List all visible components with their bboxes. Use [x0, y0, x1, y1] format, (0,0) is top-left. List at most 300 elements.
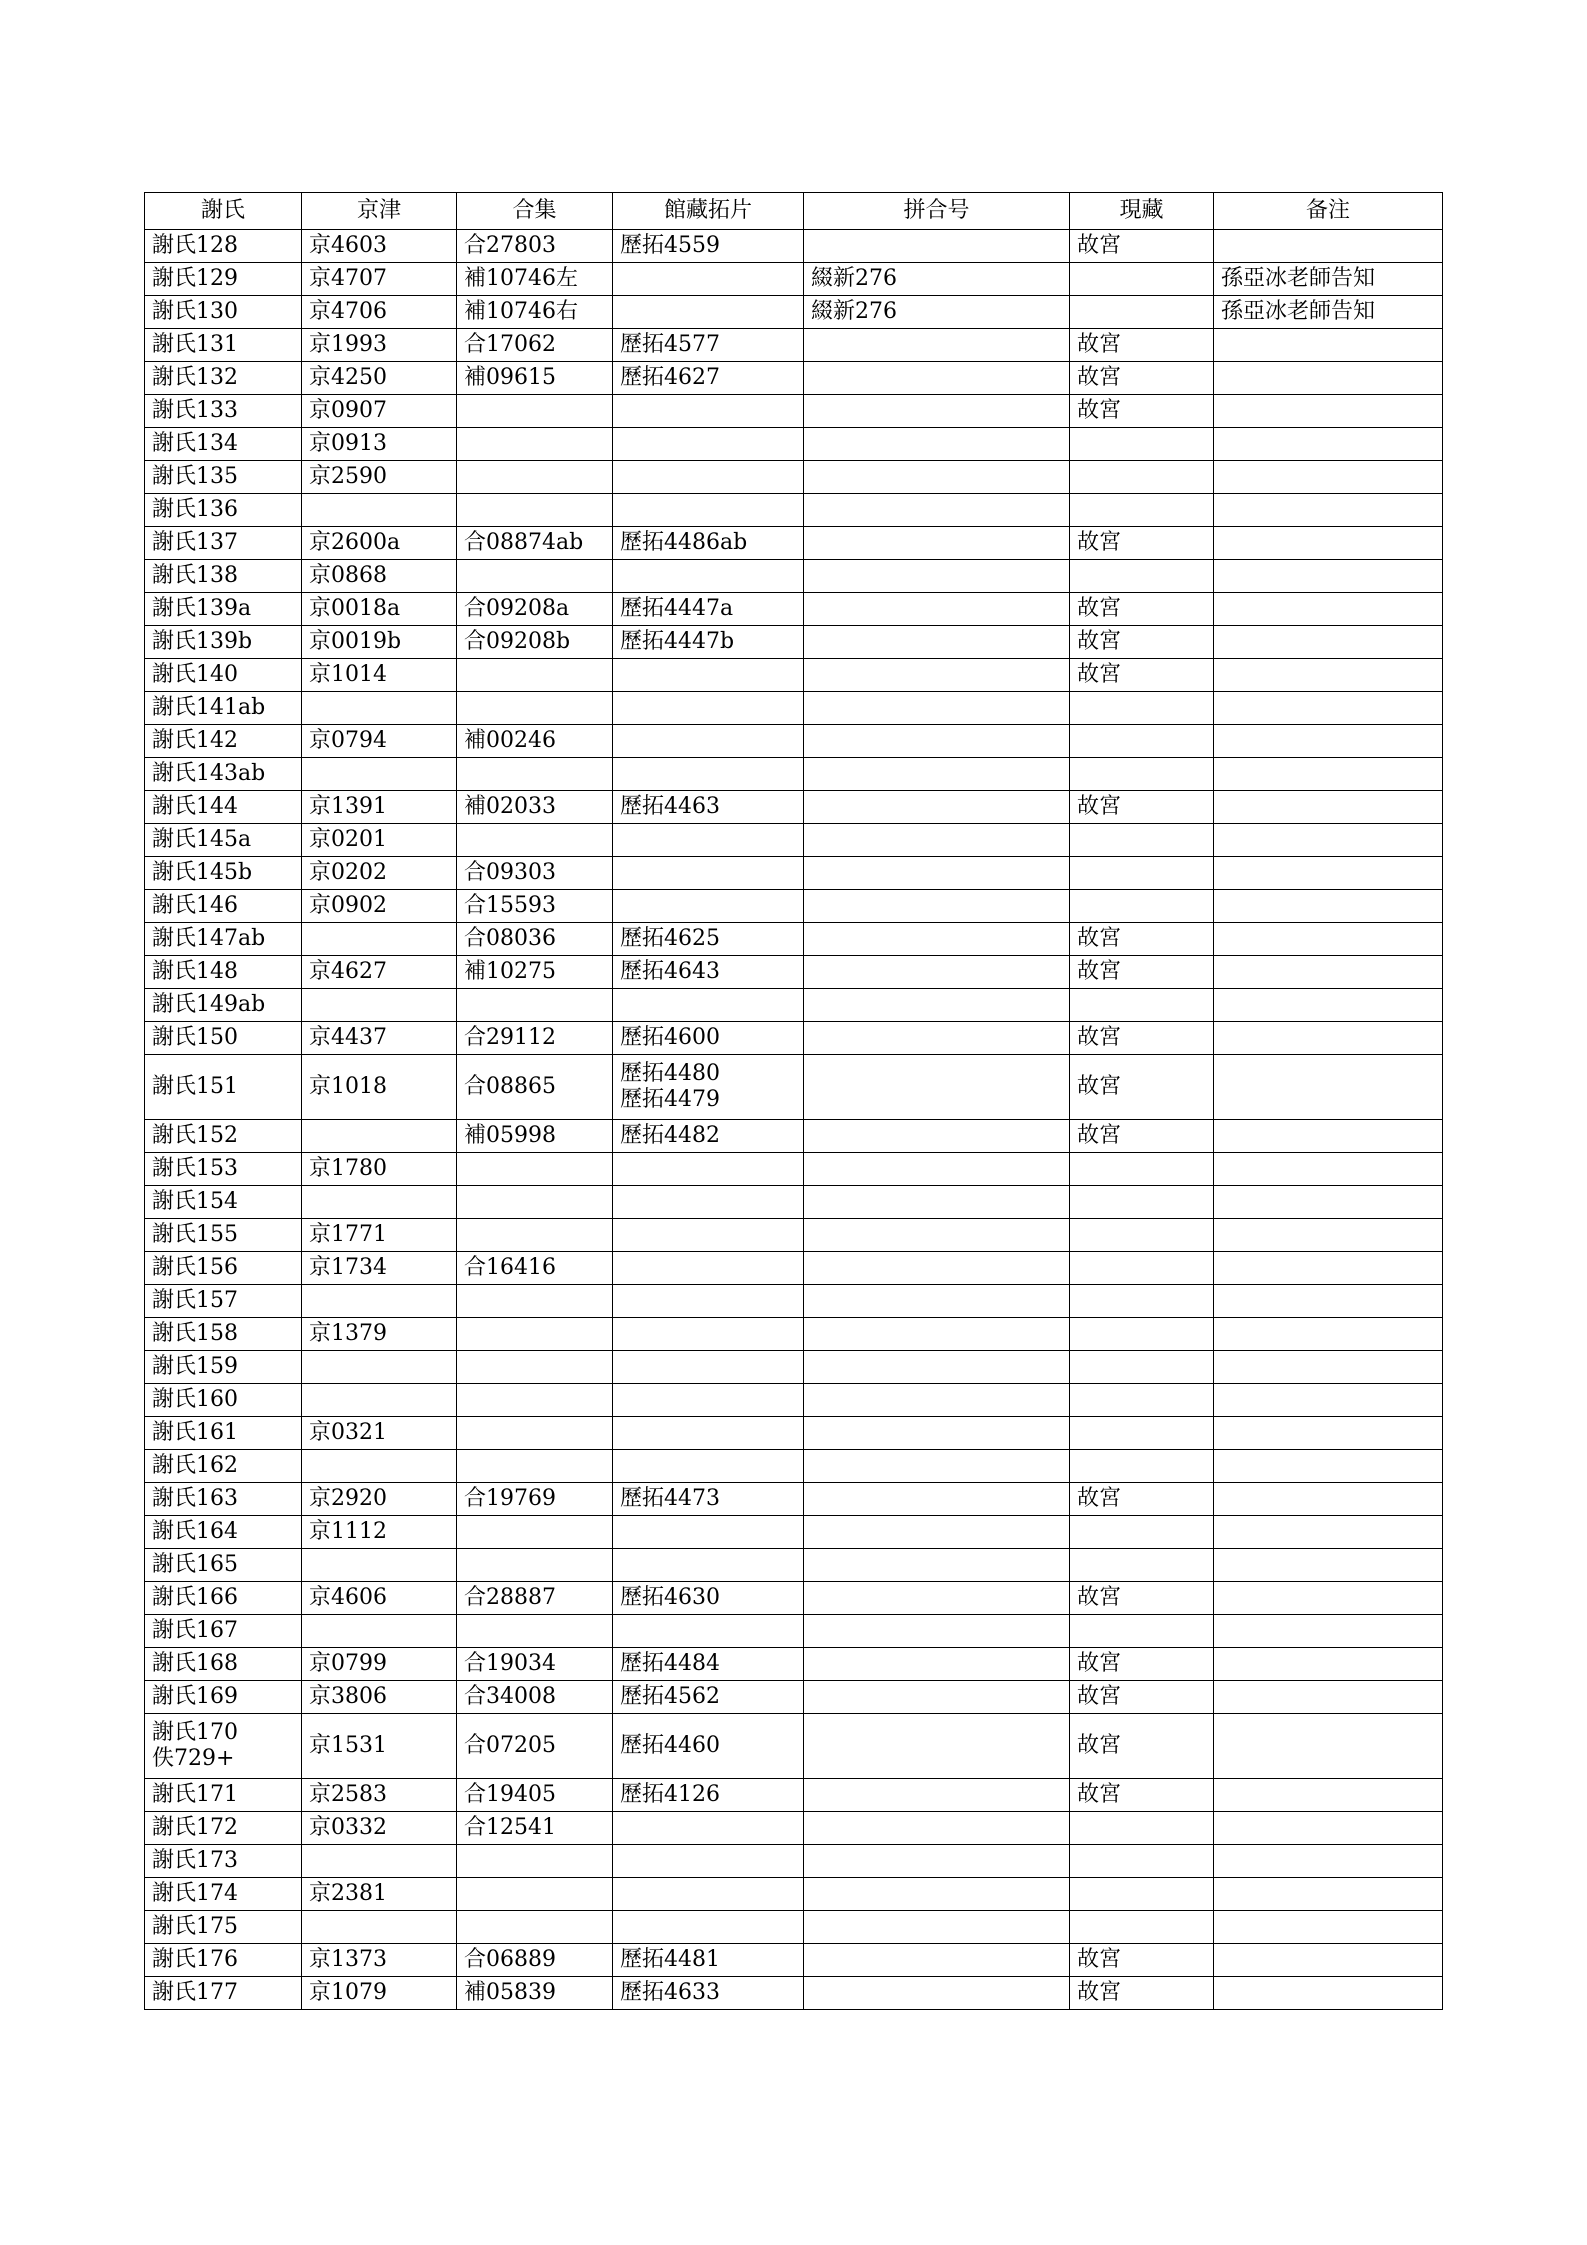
xieshi-cell	[145, 428, 302, 461]
jingjin-cell	[302, 1779, 457, 1812]
table-row	[145, 824, 1443, 857]
xieshi-cell	[145, 1219, 302, 1252]
cell-text: 謝氏138	[152, 563, 238, 588]
note-cell	[1214, 758, 1443, 791]
note-cell	[1214, 1384, 1443, 1417]
jingjin-cell	[302, 1417, 457, 1450]
note-cell	[1214, 1219, 1443, 1252]
xieshi-cell	[145, 1878, 302, 1911]
heji-cell	[457, 1153, 613, 1186]
heji-cell	[457, 1055, 613, 1120]
heji-cell	[457, 362, 613, 395]
location-cell	[1070, 791, 1214, 824]
note-cell	[1214, 1055, 1443, 1120]
cell-text: 故宮	[1077, 398, 1122, 423]
cell-text: 歷拓4625	[620, 926, 720, 951]
note-cell	[1214, 1549, 1443, 1582]
cell-text: 謝氏151	[152, 1074, 238, 1099]
heji-cell	[457, 593, 613, 626]
cell-text: 京1018	[309, 1074, 387, 1099]
cell-text: 歷拓4559	[620, 233, 720, 258]
cell-text: 京0799	[309, 1651, 387, 1676]
cell-text: 故宮	[1077, 596, 1122, 621]
xieshi-cell	[145, 989, 302, 1022]
rubbing-cell	[613, 1911, 804, 1944]
note-cell	[1214, 1648, 1443, 1681]
note-cell	[1214, 890, 1443, 923]
cell-text: 合08865	[464, 1074, 556, 1099]
header-notes: 备注	[1214, 193, 1443, 230]
cell-text: 京0868	[309, 563, 387, 588]
jingjin-cell	[302, 362, 457, 395]
table-row	[145, 1384, 1443, 1417]
table-row	[145, 1318, 1443, 1351]
cell-text: 謝氏142	[152, 728, 238, 753]
jingjin-cell	[302, 395, 457, 428]
xieshi-cell	[145, 1285, 302, 1318]
note-cell	[1214, 791, 1443, 824]
cell-text: 故宮	[1077, 1782, 1122, 1807]
table-row	[145, 1417, 1443, 1450]
jingjin-cell	[302, 1516, 457, 1549]
jingjin-cell	[302, 1648, 457, 1681]
table-row	[145, 1779, 1443, 1812]
xieshi-cell	[145, 1252, 302, 1285]
heji-cell	[457, 824, 613, 857]
xieshi-cell	[145, 791, 302, 824]
rubbing-cell	[613, 1944, 804, 1977]
xieshi-cell	[145, 296, 302, 329]
rubbing-cell	[613, 1977, 804, 2010]
heji-cell	[457, 329, 613, 362]
cell-text: 謝氏163	[152, 1486, 238, 1511]
note-cell	[1214, 956, 1443, 989]
cell-text: 故宮	[1077, 629, 1122, 654]
location-cell	[1070, 1779, 1214, 1812]
rubbing-cell	[613, 494, 804, 527]
cell-text: 謝氏166	[152, 1585, 238, 1610]
rubbing-cell	[613, 1351, 804, 1384]
table-row	[145, 1615, 1443, 1648]
jingjin-cell	[302, 758, 457, 791]
jingjin-cell	[302, 1285, 457, 1318]
note-cell	[1214, 395, 1443, 428]
jingjin-cell	[302, 428, 457, 461]
table-row	[145, 1845, 1443, 1878]
table-row	[145, 659, 1443, 692]
rubbing-cell	[613, 1582, 804, 1615]
location-cell	[1070, 1186, 1214, 1219]
table-row	[145, 1022, 1443, 1055]
join-cell	[804, 1450, 1070, 1483]
cell-text: 京4706	[309, 299, 387, 324]
location-cell	[1070, 329, 1214, 362]
join-cell	[804, 593, 1070, 626]
note-cell	[1214, 1186, 1443, 1219]
cell-text: 合15593	[464, 893, 556, 918]
note-cell	[1214, 263, 1443, 296]
jingjin-cell	[302, 1219, 457, 1252]
table-row	[145, 329, 1443, 362]
table-row	[145, 1878, 1443, 1911]
join-cell	[804, 1977, 1070, 2010]
rubbing-cell	[613, 1845, 804, 1878]
xieshi-cell	[145, 1450, 302, 1483]
cell-text: 謝氏172	[152, 1815, 238, 1840]
rubbing-cell	[613, 1022, 804, 1055]
cell-text: 故宮	[1077, 959, 1122, 984]
cell-text: 京4250	[309, 365, 387, 390]
jingjin-cell	[302, 791, 457, 824]
heji-cell	[457, 263, 613, 296]
cell-text: 故宮	[1077, 233, 1122, 258]
table-row	[145, 362, 1443, 395]
rubbing-cell	[613, 824, 804, 857]
xieshi-cell	[145, 1812, 302, 1845]
table-row	[145, 1681, 1443, 1714]
cell-text: 謝氏173	[152, 1848, 238, 1873]
heji-cell	[457, 1549, 613, 1582]
cell-text: 補00246	[464, 728, 556, 753]
table-row	[145, 890, 1443, 923]
cell-text: 歷拓4480	[620, 1061, 720, 1086]
table-row	[145, 1977, 1443, 2010]
xieshi-cell	[145, 1845, 302, 1878]
cell-text: 謝氏155	[152, 1222, 238, 1247]
join-cell	[804, 527, 1070, 560]
note-cell	[1214, 362, 1443, 395]
location-cell	[1070, 428, 1214, 461]
jingjin-cell	[302, 857, 457, 890]
jingjin-cell	[302, 1977, 457, 2010]
cell-text: 謝氏169	[152, 1684, 238, 1709]
join-cell	[804, 263, 1070, 296]
table-row	[145, 1450, 1443, 1483]
cell-text: 合34008	[464, 1684, 556, 1709]
rubbing-cell	[613, 1483, 804, 1516]
join-cell	[804, 791, 1070, 824]
join-cell	[804, 1911, 1070, 1944]
cell-text: 京1734	[309, 1255, 387, 1280]
jingjin-cell	[302, 725, 457, 758]
cell-text: 故宮	[1077, 1947, 1122, 1972]
rubbing-cell	[613, 1615, 804, 1648]
xieshi-cell	[145, 857, 302, 890]
cell-text: 歷拓4482	[620, 1123, 720, 1148]
join-cell	[804, 1153, 1070, 1186]
cell-text: 謝氏162	[152, 1453, 238, 1478]
header-rubbings: 館藏拓片	[613, 193, 804, 230]
cell-text: 合09208b	[464, 629, 571, 654]
cell-text: 補09615	[464, 365, 556, 390]
cell-text: 歷拓4126	[620, 1782, 720, 1807]
join-cell	[804, 1186, 1070, 1219]
header-heji: 合集	[457, 193, 613, 230]
cell-text: 謝氏176	[152, 1947, 238, 1972]
table-row	[145, 758, 1443, 791]
table-body	[145, 230, 1443, 2010]
join-cell	[804, 1022, 1070, 1055]
join-cell	[804, 1944, 1070, 1977]
rubbing-cell	[613, 1681, 804, 1714]
jingjin-cell	[302, 296, 457, 329]
cell-text: 合19405	[464, 1782, 556, 1807]
heji-cell	[457, 791, 613, 824]
heji-cell	[457, 1318, 613, 1351]
join-cell	[804, 1384, 1070, 1417]
heji-cell	[457, 230, 613, 263]
xieshi-cell	[145, 1318, 302, 1351]
location-cell	[1070, 560, 1214, 593]
cell-text: 京4606	[309, 1585, 387, 1610]
join-cell	[804, 362, 1070, 395]
table-row	[145, 725, 1443, 758]
cell-text: 京1014	[309, 662, 387, 687]
heji-cell	[457, 428, 613, 461]
xieshi-cell	[145, 461, 302, 494]
rubbing-cell	[613, 1878, 804, 1911]
cell-text: 歷拓4463	[620, 794, 720, 819]
cell-text: 謝氏134	[152, 431, 238, 456]
note-cell	[1214, 1120, 1443, 1153]
note-cell	[1214, 593, 1443, 626]
jingjin-cell	[302, 692, 457, 725]
location-cell	[1070, 230, 1214, 263]
join-cell	[804, 560, 1070, 593]
table-row	[145, 857, 1443, 890]
xieshi-cell	[145, 593, 302, 626]
cell-text: 故宮	[1077, 1025, 1122, 1050]
note-cell	[1214, 1779, 1443, 1812]
jingjin-cell	[302, 1615, 457, 1648]
heji-cell	[457, 1615, 613, 1648]
note-cell	[1214, 494, 1443, 527]
cell-text: 歷拓4473	[620, 1486, 720, 1511]
cell-text: 謝氏175	[152, 1914, 238, 1939]
rubbing-cell	[613, 857, 804, 890]
cell-text: 京1373	[309, 1947, 387, 1972]
jingjin-cell	[302, 230, 457, 263]
join-cell	[804, 1318, 1070, 1351]
cell-text: 謝氏170	[152, 1720, 238, 1745]
xieshi-cell	[145, 725, 302, 758]
note-cell	[1214, 1977, 1443, 2010]
cell-text: 京0018a	[309, 596, 401, 621]
cell-text: 故宮	[1077, 794, 1122, 819]
table-row	[145, 1055, 1443, 1120]
cell-text: 歷拓4600	[620, 1025, 720, 1050]
rubbing-cell	[613, 923, 804, 956]
heji-cell	[457, 1022, 613, 1055]
cell-text: 補05839	[464, 1980, 556, 2005]
rubbing-cell	[613, 263, 804, 296]
join-cell	[804, 461, 1070, 494]
cell-text: 故宮	[1077, 1980, 1122, 2005]
join-cell	[804, 725, 1070, 758]
heji-cell	[457, 1285, 613, 1318]
cell-text: 歷拓4630	[620, 1585, 720, 1610]
rubbing-cell	[613, 362, 804, 395]
location-cell	[1070, 1911, 1214, 1944]
xieshi-cell	[145, 890, 302, 923]
xieshi-cell	[145, 1681, 302, 1714]
xieshi-cell	[145, 362, 302, 395]
heji-cell	[457, 1219, 613, 1252]
location-cell	[1070, 1153, 1214, 1186]
rubbing-cell	[613, 1812, 804, 1845]
cell-text: 故宮	[1077, 926, 1122, 951]
jingjin-cell	[302, 1055, 457, 1120]
cell-text: 故宮	[1077, 1123, 1122, 1148]
join-cell	[804, 1615, 1070, 1648]
table-row	[145, 923, 1443, 956]
join-cell	[804, 1845, 1070, 1878]
jingjin-cell	[302, 1549, 457, 1582]
cell-text: 謝氏146	[152, 893, 238, 918]
rubbing-cell	[613, 461, 804, 494]
xieshi-cell	[145, 1417, 302, 1450]
cell-text: 謝氏137	[152, 530, 238, 555]
rubbing-cell	[613, 296, 804, 329]
cell-text: 補10746左	[464, 266, 578, 291]
header-jingjin: 京津	[302, 193, 457, 230]
heji-cell	[457, 1417, 613, 1450]
heji-cell	[457, 956, 613, 989]
rubbing-cell	[613, 1318, 804, 1351]
rubbing-cell	[613, 1120, 804, 1153]
cell-text: 謝氏145a	[152, 827, 252, 852]
jingjin-cell	[302, 329, 457, 362]
location-cell	[1070, 725, 1214, 758]
heji-cell	[457, 1384, 613, 1417]
cell-text: 京2920	[309, 1486, 387, 1511]
cell-text: 京1112	[309, 1519, 387, 1544]
heji-cell	[457, 1977, 613, 2010]
table-row	[145, 1714, 1443, 1779]
table-row	[145, 956, 1443, 989]
heji-cell	[457, 989, 613, 1022]
cell-text: 合19034	[464, 1651, 556, 1676]
jingjin-cell	[302, 494, 457, 527]
rubbing-cell	[613, 395, 804, 428]
join-cell	[804, 1878, 1070, 1911]
heji-cell	[457, 857, 613, 890]
location-cell	[1070, 1252, 1214, 1285]
note-cell	[1214, 923, 1443, 956]
jingjin-cell	[302, 560, 457, 593]
location-cell	[1070, 659, 1214, 692]
location-cell	[1070, 1681, 1214, 1714]
location-cell	[1070, 1318, 1214, 1351]
join-cell	[804, 1779, 1070, 1812]
note-cell	[1214, 1615, 1443, 1648]
jingjin-cell	[302, 1153, 457, 1186]
rubbing-cell	[613, 1055, 804, 1120]
xieshi-cell	[145, 659, 302, 692]
cell-text: 孫亞冰老師告知	[1221, 266, 1376, 291]
note-cell	[1214, 1153, 1443, 1186]
location-cell	[1070, 1120, 1214, 1153]
location-cell	[1070, 1384, 1214, 1417]
location-cell	[1070, 1055, 1214, 1120]
join-cell	[804, 1252, 1070, 1285]
xieshi-cell	[145, 1483, 302, 1516]
note-cell	[1214, 824, 1443, 857]
join-cell	[804, 1285, 1070, 1318]
note-cell	[1214, 1318, 1443, 1351]
heji-cell	[457, 1120, 613, 1153]
cell-text: 歷拓4486ab	[620, 530, 748, 555]
cell-text: 京0902	[309, 893, 387, 918]
cell-text: 謝氏161	[152, 1420, 238, 1445]
join-cell	[804, 1582, 1070, 1615]
note-cell	[1214, 1812, 1443, 1845]
cell-text: 京1379	[309, 1321, 387, 1346]
cell-text: 故宮	[1077, 1684, 1122, 1709]
jingjin-cell	[302, 923, 457, 956]
cell-text: 謝氏164	[152, 1519, 238, 1544]
cell-text: 謝氏139b	[152, 629, 253, 654]
cell-text: 綴新276	[811, 266, 897, 291]
cell-text: 綴新276	[811, 299, 897, 324]
heji-cell	[457, 1582, 613, 1615]
jingjin-cell	[302, 1351, 457, 1384]
rubbing-cell	[613, 593, 804, 626]
join-cell	[804, 1812, 1070, 1845]
catalog-table	[144, 192, 1443, 2010]
cell-text: 謝氏131	[152, 332, 238, 357]
cell-text: 謝氏168	[152, 1651, 238, 1676]
heji-cell	[457, 1911, 613, 1944]
xieshi-cell	[145, 923, 302, 956]
cell-text: 歷拓4627	[620, 365, 720, 390]
table-row	[145, 1516, 1443, 1549]
cell-text: 歷拓4577	[620, 332, 720, 357]
table-row	[145, 1549, 1443, 1582]
cell-text: 謝氏158	[152, 1321, 238, 1346]
cell-text: 合17062	[464, 332, 556, 357]
rubbing-cell	[613, 527, 804, 560]
cell-text: 京4707	[309, 266, 387, 291]
location-cell	[1070, 1944, 1214, 1977]
cell-text: 合27803	[464, 233, 556, 258]
jingjin-cell	[302, 1681, 457, 1714]
cell-text: 謝氏143ab	[152, 761, 266, 786]
cell-text: 歷拓4460	[620, 1733, 720, 1758]
note-cell	[1214, 1483, 1443, 1516]
note-cell	[1214, 296, 1443, 329]
join-cell	[804, 956, 1070, 989]
join-cell	[804, 494, 1070, 527]
rubbing-cell	[613, 791, 804, 824]
cell-text: 謝氏148	[152, 959, 238, 984]
heji-cell	[457, 1648, 613, 1681]
cell-text: 歷拓4484	[620, 1651, 720, 1676]
note-cell	[1214, 230, 1443, 263]
table-row	[145, 296, 1443, 329]
rubbing-cell	[613, 1516, 804, 1549]
rubbing-cell	[613, 560, 804, 593]
cell-text: 謝氏152	[152, 1123, 238, 1148]
cell-text: 謝氏150	[152, 1025, 238, 1050]
location-cell	[1070, 1417, 1214, 1450]
location-cell	[1070, 362, 1214, 395]
xieshi-cell	[145, 395, 302, 428]
cell-text: 謝氏141ab	[152, 695, 266, 720]
rubbing-cell	[613, 1219, 804, 1252]
note-cell	[1214, 1911, 1443, 1944]
join-cell	[804, 428, 1070, 461]
